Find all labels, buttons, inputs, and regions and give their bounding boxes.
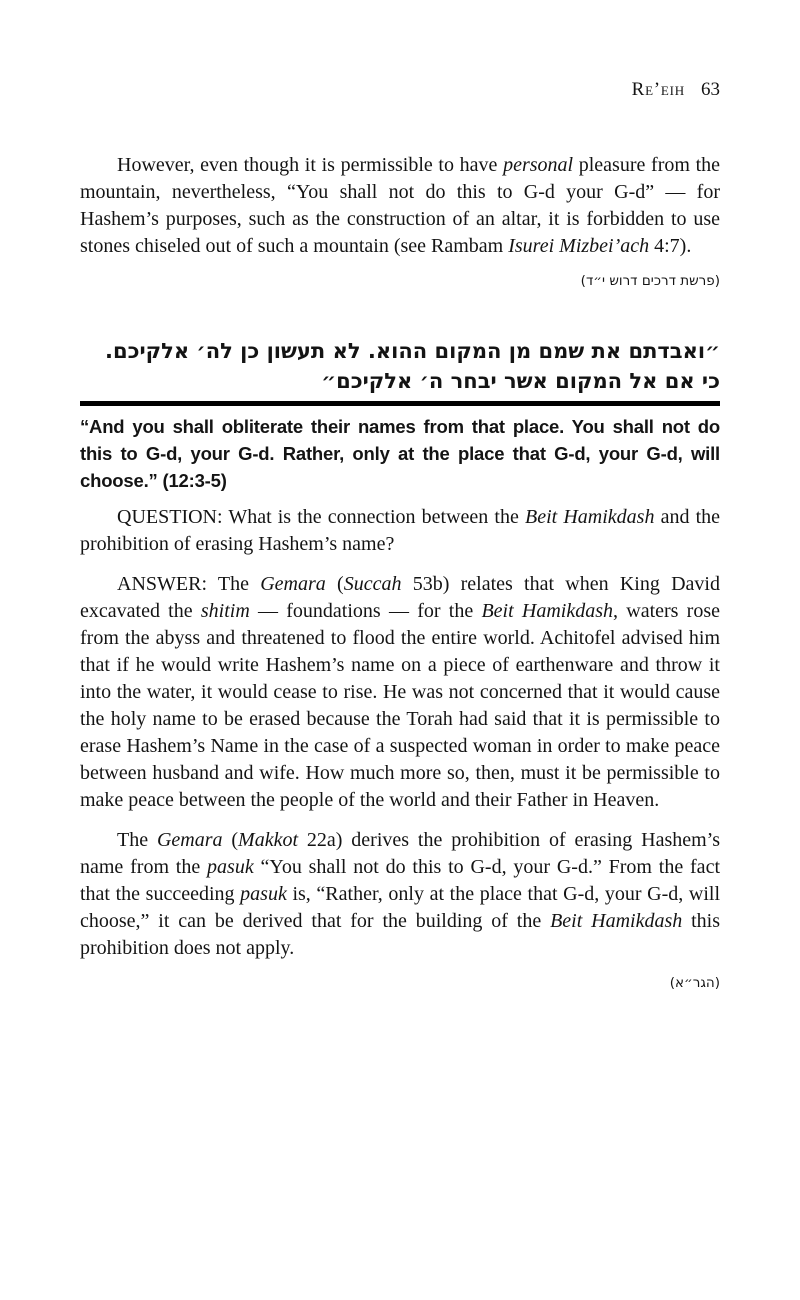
answer-paragraph: ANSWER: The Gemara (Succah 53b) relates that when King David excavated the shitim — foundations — for the Beit Hamikdash, waters rose from the abyss and threatened to flood the entire world. Achitofel advised him that if he would write Hashem’s name on a piece of earthenware and throw it into the water, it would cease to rise. He was not concerned that it would cause the holy name to be erased because the Torah had said that it is permissible to erase Hashem’s Name in the case of a suspected woman in order to make peace between husband and wife. How much more so, then, must it be permissible to make peace between the people of the world and their Father in Heaven.	[80, 573, 721, 811]
question-paragraph: QUESTION: What is the connection between the Beit Hamikdash and the prohibition of erasing Hashem’s name?	[80, 506, 721, 555]
divider-rule	[80, 401, 720, 406]
verse-translation: “And you shall obliterate their names from that place. You shall not do this to G-d, your G-d. Rather, only at the place that G-d, your G-d, will choose.” (12:3-5)	[80, 416, 720, 491]
intro-paragraph: However, even though it is permissible to have personal pleasure from the mountain, nevertheless, “You shall not do this to G-d your G-d” — for Hashem’s purposes, such as the construction of an altar, it is forbidden to use stones chiseled out of such a mountain (see Rambam Isurei Mizbei’ach 4:7).	[80, 154, 721, 257]
source-citation-top: (פרשת דרכים דרוש י״ד)	[580, 273, 720, 289]
hebrew-verse: ״ואבדתם את שמם מן המקום ההוא. לא תעשון כן לה׳ אלקיכם. כי אם אל המקום אשר יבחר ה׳ אלקיכם״	[104, 339, 720, 393]
running-title: Re’eih	[631, 79, 685, 100]
page-number: 63	[701, 79, 720, 100]
source-citation-bottom: (הגר״א)	[669, 975, 720, 991]
gemara-paragraph: The Gemara (Makkot 22a) derives the prohibition of erasing Hashem’s name from the pasuk “You shall not do this to G-d, your G-d.” From the fact that the succeeding pasuk is, “Rather, only at the place that G-d, your G-d, will choose,” it can be derived that for the building of the Beit Hamikdash this prohibition does not apply.	[80, 829, 721, 959]
running-head	[80, 80, 720, 100]
